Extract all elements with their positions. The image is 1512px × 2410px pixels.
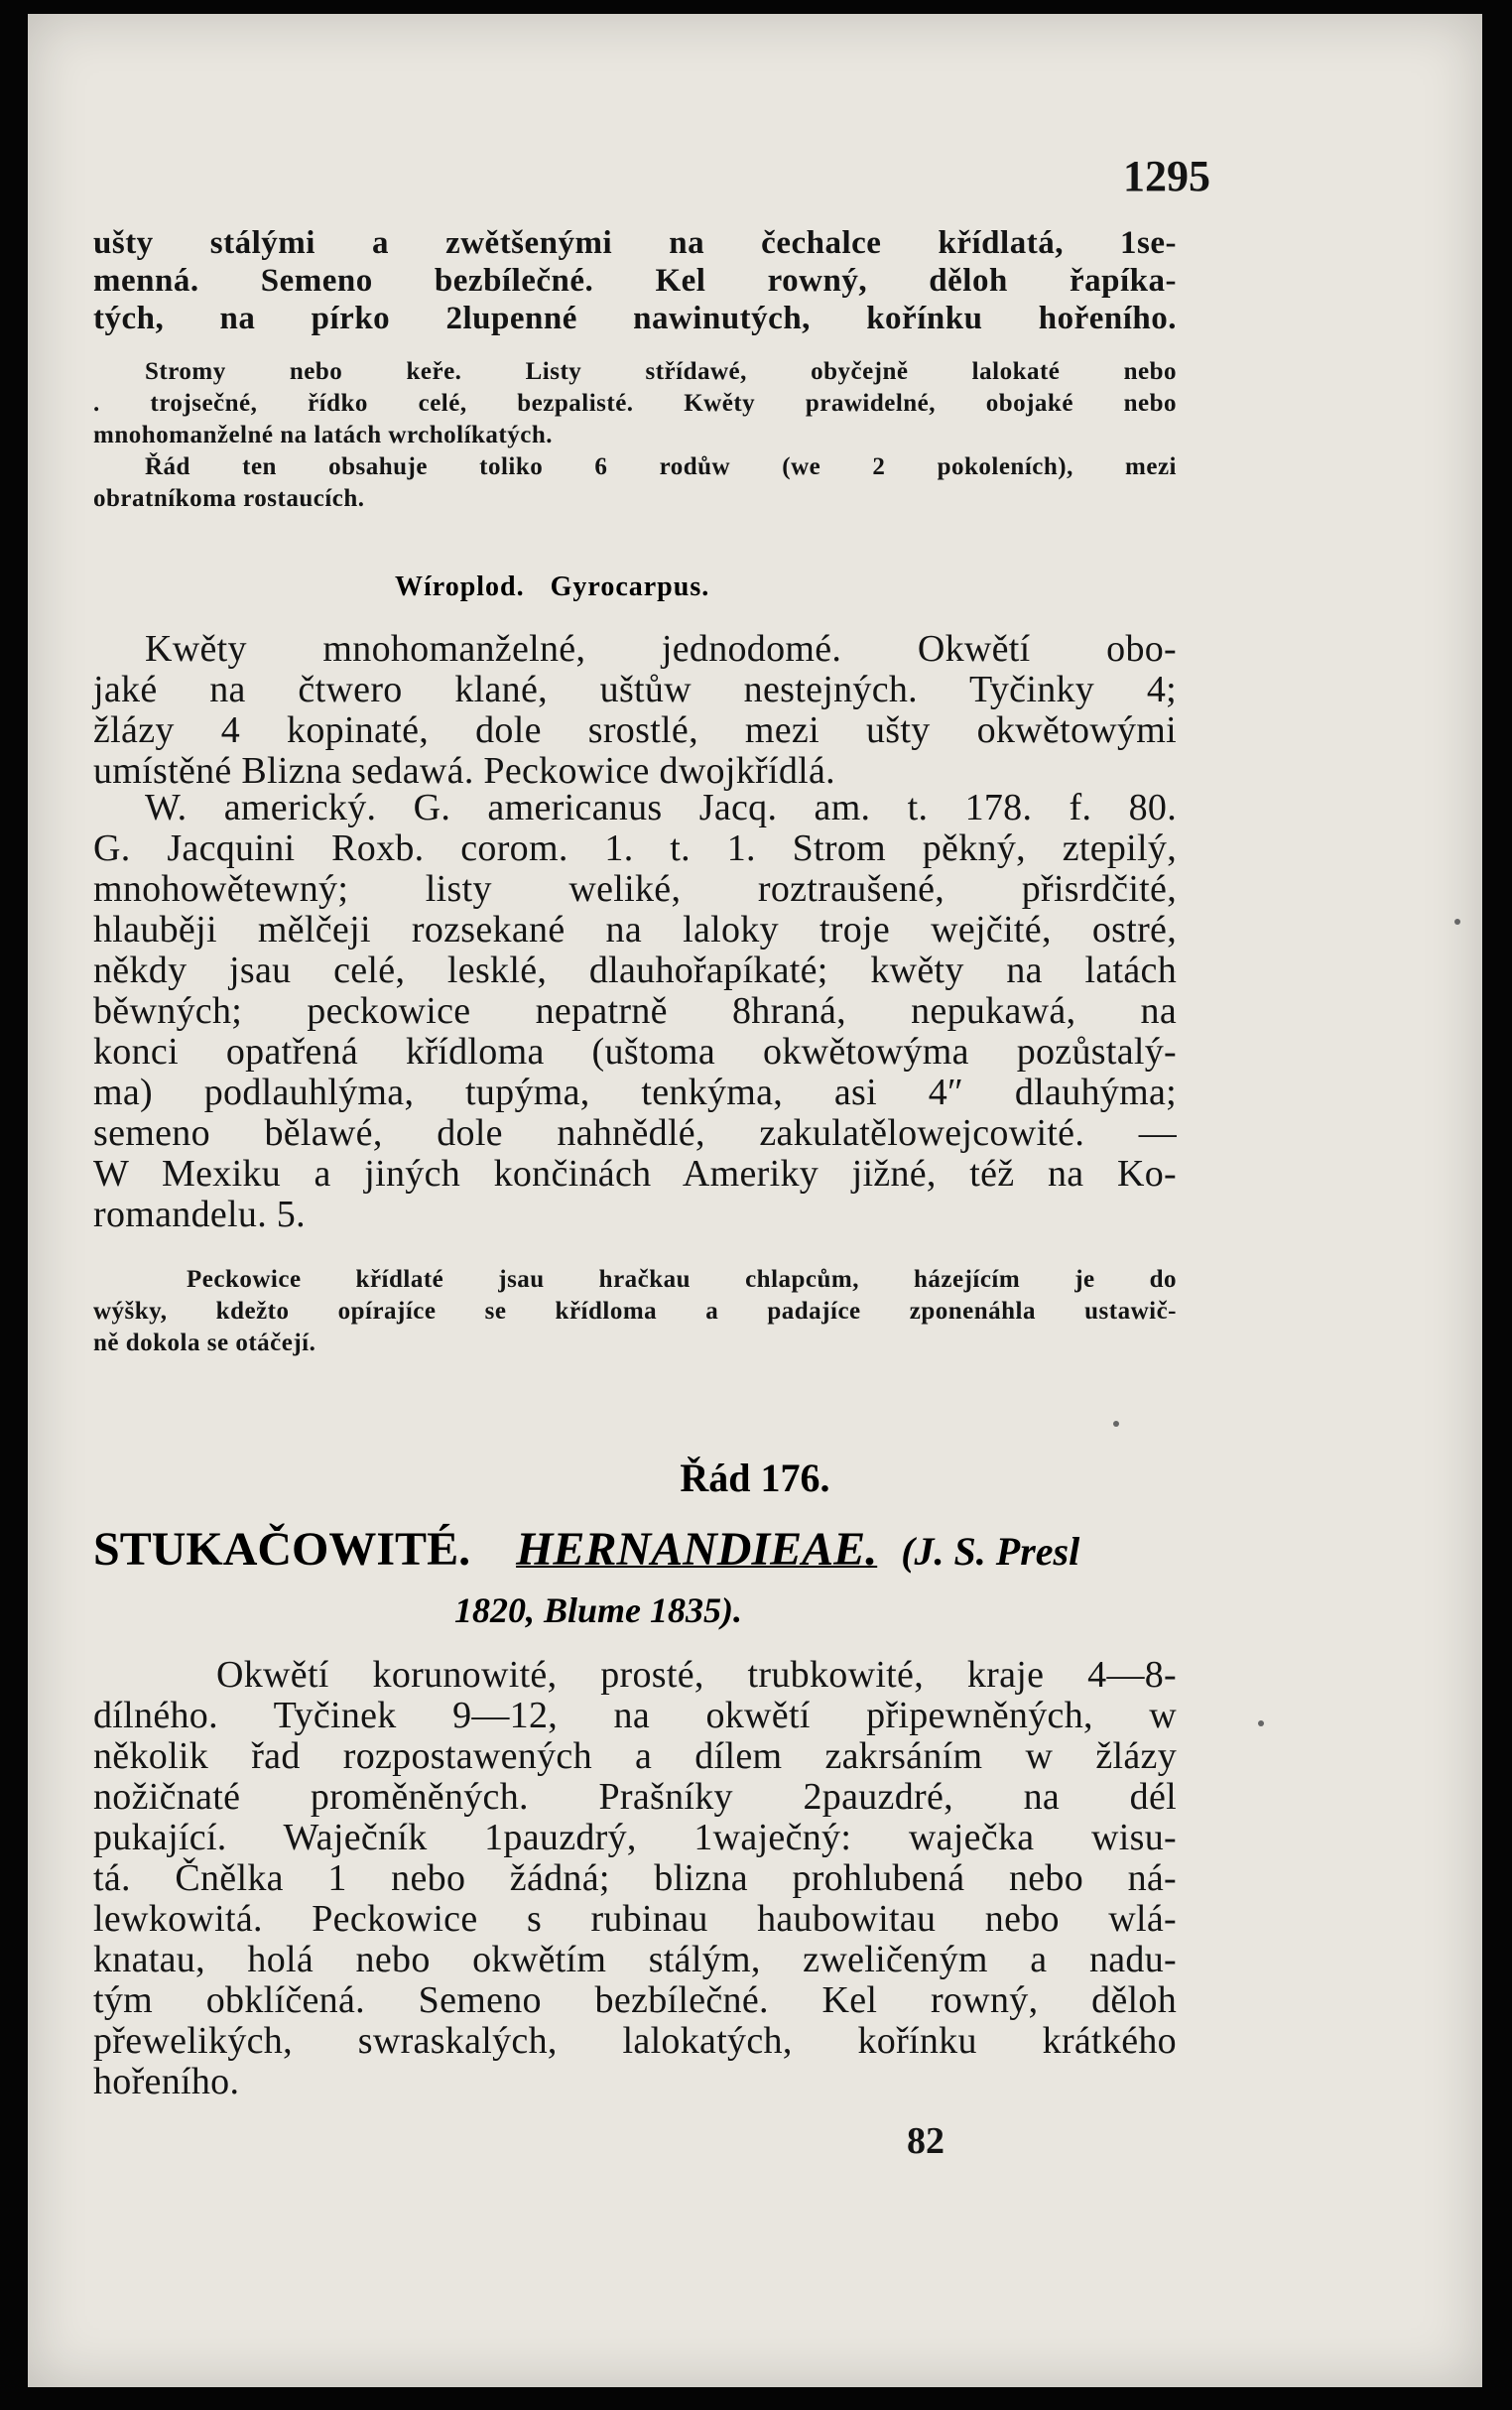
text-line: hořeního. bbox=[93, 2061, 240, 2102]
text-line: žlázy 4 kopinaté, dole srostlé, mezi ušty okwětowými bbox=[93, 709, 1177, 751]
text-line: někdy jsau celé, lesklé, dlauhořapíkaté; kwěty na latách bbox=[93, 950, 1177, 991]
text-line: Kwěty mnohomanželné, jednodomé. Okwětí obo- bbox=[145, 628, 1177, 670]
text-line: Okwětí korunowité, prosté, trubkowité, kraje 4—8- bbox=[216, 1654, 1177, 1696]
text-line: Peckowice křídlaté jsau hračkau chlapcům, házejícím je do bbox=[187, 1266, 1177, 1293]
text-line: ušty stálými a zwětšenými na čechalce křídlatá, 1se- bbox=[93, 225, 1177, 261]
genus-czech-name: Wíroplod. bbox=[395, 571, 525, 602]
text-line: mnohowětewný; listy weliké, roztraušené, přisrdčité, bbox=[93, 868, 1177, 910]
text-line: několik řad rozpostawených a dílem zakrsáním w žlázy bbox=[93, 1735, 1177, 1777]
text-line: Stromy nebo keře. Listy střídawé, obyčejně lalokaté nebo bbox=[145, 358, 1177, 385]
text-line: ma) podlauhlýma, tupýma, tenkýma, asi 4″ dlauhýma; bbox=[93, 1072, 1177, 1113]
text-line: tá. Čnělka 1 nebo žádná; blizna prohlubená nebo ná- bbox=[93, 1857, 1177, 1899]
text-line: nožičnaté proměněných. Prašníky 2pauzdré, na dél bbox=[93, 1776, 1177, 1818]
order-heading: Řád 176. bbox=[680, 1456, 830, 1500]
paragraph-family-description-end bbox=[93, 224, 1177, 337]
text-line: obratníkoma rostaucích. bbox=[93, 485, 365, 512]
text-line: mnohomanželné na latách wrcholíkatých. bbox=[93, 422, 553, 448]
page-number: 1295 bbox=[1123, 152, 1210, 200]
text-line: tým obklíčená. Semeno bezbílečné. Kel rowný, děloh bbox=[93, 1979, 1177, 2021]
text-line: konci opatřená křídloma (uštoma okwětowýma pozůstalý- bbox=[93, 1031, 1177, 1073]
text-line: wýšky, kdežto opírajíce se křídloma a padajíce zponenáhla ustawič- bbox=[93, 1298, 1177, 1325]
genus-heading bbox=[395, 571, 709, 603]
text-line: pukající. Waječník 1pauzdrý, 1waječný: waječka wisu- bbox=[93, 1817, 1177, 1858]
paragraph-fruit-note bbox=[93, 1264, 1177, 1359]
family-author: (J. S. Presl bbox=[901, 1529, 1080, 1574]
text-line: lewkowitá. Peckowice s rubinau haubowitau nebo wlá- bbox=[93, 1898, 1177, 1940]
text-line: menná. Semeno bezbílečné. Kel rowný, děloh řapíka- bbox=[93, 263, 1177, 299]
text-line: . trojsečné, řídko celé, bezpalisté. Kwěty prawidelné, obojaké nebo bbox=[93, 390, 1177, 417]
text-line: ně dokola se otáčejí. bbox=[93, 1330, 316, 1356]
text-line: tých, na pírko 2lupenné nawinutých, kořínku hořeního. bbox=[93, 301, 1177, 336]
speck-mark bbox=[1454, 919, 1460, 925]
text-line: romandelu. 5. bbox=[93, 1194, 306, 1235]
text-line: semeno bělawé, dole nahnědlé, zakulatělowejcowité. — bbox=[93, 1112, 1177, 1154]
genus-latin-name: Gyrocarpus. bbox=[550, 571, 710, 602]
family-latin-name: HERNANDIEAE. bbox=[516, 1523, 878, 1576]
family-czech-name: STUKAČOWITÉ. bbox=[93, 1523, 471, 1576]
text-line: jaké na čtwero klané, uštůw nestejných. Tyčinky 4; bbox=[93, 669, 1177, 710]
text-line: knatau, holá nebo okwětím stálým, zweličeným a nadu- bbox=[93, 1939, 1177, 1980]
text-line: umístěné Blizna sedawá. Peckowice dwojkřídlá. bbox=[93, 750, 835, 792]
text-line: dílného. Tyčinek 9—12, na okwětí připewněných, w bbox=[93, 1695, 1177, 1736]
text-line: W. americký. G. americanus Jacq. am. t. 178. f. 80. bbox=[145, 787, 1177, 828]
text-line: W Mexiku a jiných končinách Ameriky jižné, též na Ko- bbox=[93, 1153, 1177, 1195]
book-page bbox=[28, 14, 1482, 2387]
paragraph-habit bbox=[93, 356, 1177, 451]
speck-mark bbox=[1113, 1421, 1119, 1427]
speck-mark bbox=[1258, 1720, 1264, 1726]
paragraph-species-description bbox=[93, 788, 1177, 1235]
family-author-line: 1820, Blume 1835). bbox=[454, 1590, 743, 1630]
paragraph-genus-description bbox=[93, 629, 1177, 792]
text-line: přewelikých, swraskalých, lalokatých, kořínku krátkého bbox=[93, 2020, 1177, 2062]
paragraph-family-description bbox=[93, 1655, 1177, 2102]
text-line: Řád ten obsahuje toliko 6 rodůw (we 2 pokoleních), mezi bbox=[145, 453, 1177, 480]
paragraph-genera-count bbox=[93, 451, 1177, 515]
text-line: běwných; peckowice nepatrně 8hraná, nepukawá, na bbox=[93, 990, 1177, 1032]
text-line: G. Jacquini Roxb. corom. 1. t. 1. Strom pěkný, ztepilý, bbox=[93, 827, 1177, 869]
footer-number: 82 bbox=[907, 2120, 945, 2162]
family-heading bbox=[93, 1522, 1177, 1577]
text-line: hlauběji mělčeji rozsekané na laloky troje wejčité, ostré, bbox=[93, 909, 1177, 951]
